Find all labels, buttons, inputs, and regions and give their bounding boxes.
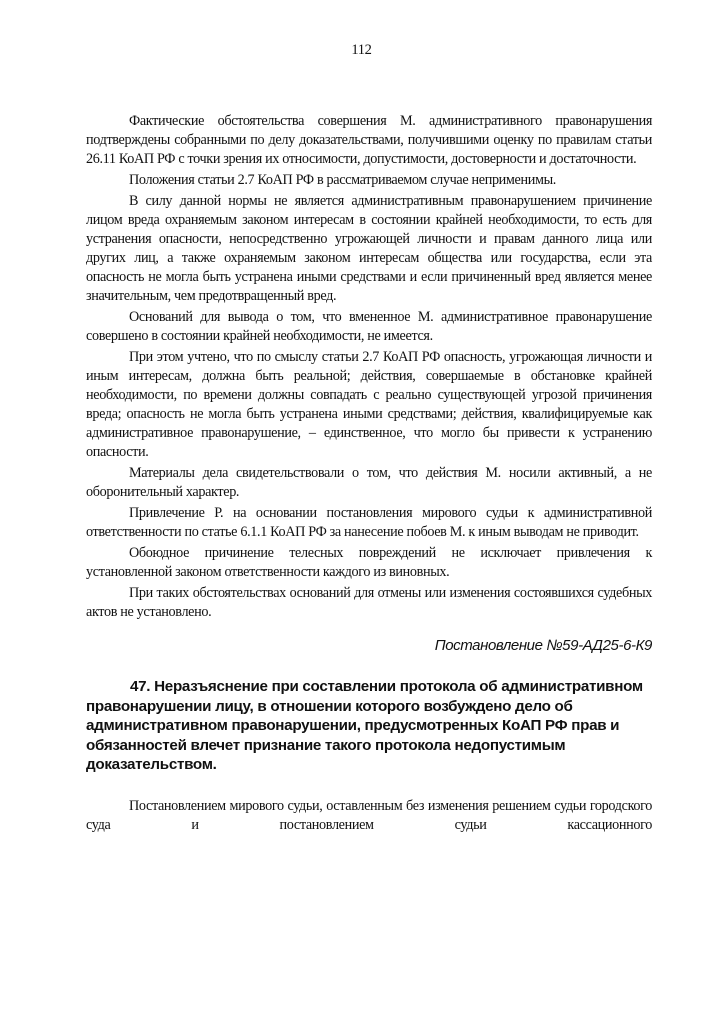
paragraph-extreme-necessity-definition: В силу данной нормы не является административным правонарушением причинение лицом вреда охраняемым законом интересам в состоянии крайней необходимости, то есть для устранения опасности, непосредственно угрожающей личности и правам данного лица или других лиц, а также охраняемым законом интересам общества или государства, если эта опасность не могла быть устранена иными средствами и если причиненный вред является менее значительным, чем предотвращенный вред. [86,193,652,304]
paragraph-prosecution-of-r: Привлечение Р. на основании постановления мирового судьи к административной ответственности по статье 6.1.1 КоАП РФ за нанесение побоев М. к иным выводам не приводит. [86,505,652,540]
paragraph-active-character: Материалы дела свидетельствовали о том, что действия М. носили активный, а не оборонительный характер. [86,465,652,500]
case-reference: Постановление №59-АД25-6-К9 [434,637,652,654]
paragraph-final: Постановлением мирового судьи, оставленным без изменения решением судьи городского суда и постановлением судьи кассационного [86,797,652,833]
page-number: 112 [351,42,372,58]
paragraph-mutual-injuries: Обоюдное причинение телесных повреждений не исключает привлечения к установленной законом ответственности каждого из виновных. [86,545,652,580]
page-content [86,112,652,837]
paragraph-no-grounds: Оснований для вывода о том, что вмененное М. административное правонарушение совершено в состоянии крайней необходимости, не имеется. [86,309,652,344]
paragraph-facts: Фактические обстоятельства совершения М. административного правонарушения подтверждены собранными по делу доказательствами, получившими оценку по правилам статьи 26.11 КоАП РФ с точки зрения их относимости, допустимости, достоверности и достаточности. [86,113,652,167]
paragraph-article-inapplicable: Положения статьи 2.7 КоАП РФ в рассматриваемом случае неприменимы. [129,172,556,188]
paragraph-conclusion: При таких обстоятельствах оснований для отмены или изменения состоявшихся судебных актов не установлено. [86,585,652,620]
paragraph-meaning-of-article: При этом учтено, что по смыслу статьи 2.7 КоАП РФ опасность, угрожающая личности и иным интересам, должна быть реальной; действия, совершаемые в обстановке крайней необходимости, по времени должны совпадать с реально существующей угрозой причинения вреда; опасность не могла быть устранена иными средствами; действия, квалифицируемые как административное правонарушение, – единственное, что могло бы привести к устранению опасности. [86,349,652,460]
section-heading: 47. Неразъяснение при составлении протокола об административном правонарушении лицу, в отношении которого возбуждено дело об административном правонарушении, предусмотренных КоАП РФ прав и обязанностей влечет признание такого протокола недопустимым доказательством. [86,678,643,773]
